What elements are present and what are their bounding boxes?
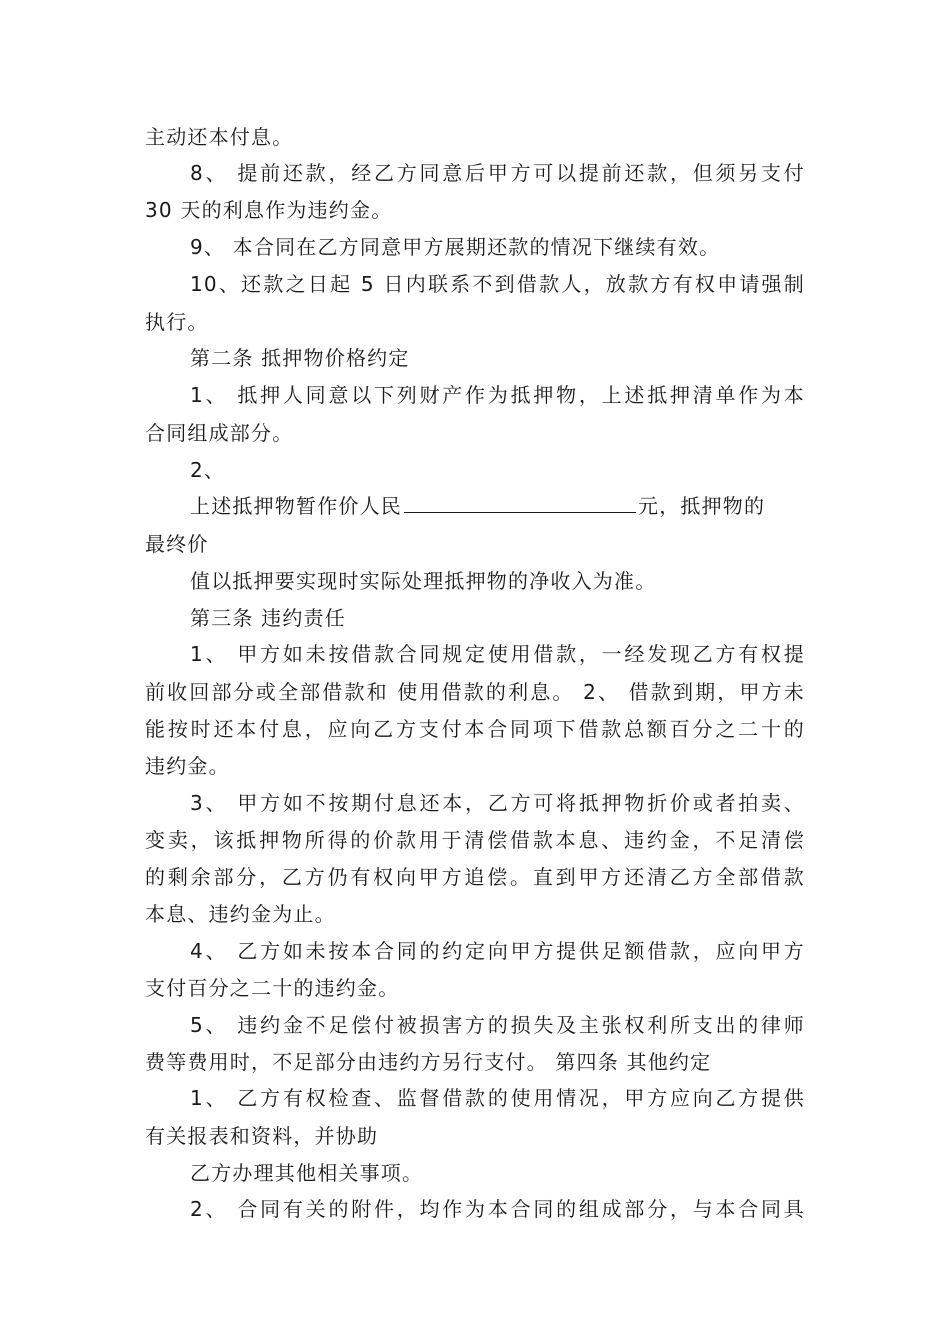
text-line: 费等费用时，不足部分由违约方另行支付。 第四条 其他约定: [145, 1050, 712, 1074]
price-blank-field: [404, 494, 636, 513]
text-line: 4、 乙方如未按本合同的约定向甲方提供足额借款，应向甲方: [190, 939, 805, 963]
text-line: 8、 提前还款，经乙方同意后甲方可以提前还款，但须另支付: [190, 161, 805, 185]
text-line: 违约金。: [145, 754, 230, 778]
text-line: 能按时还本付息，应向乙方支付本合同项下借款总额百分之二十的: [145, 717, 805, 741]
price-suffix: 元，抵押物的: [638, 494, 766, 518]
text-line: 10、还款之日起 5 日内联系不到借款人，放款方有权申请强制: [190, 272, 805, 296]
text-line: 乙方办理其他相关事项。: [190, 1161, 424, 1185]
price-line: [190, 493, 765, 519]
text-line: 前收回部分或全部借款和 使用借款的利息。 2、 借款到期，甲方未: [145, 680, 805, 704]
text-line: 1、 甲方如未按借款合同规定使用借款，一经发现乙方有权提: [190, 642, 805, 666]
text-line: 本息、违约金为止。: [145, 902, 336, 926]
text-line: 2、 合同有关的附件，均作为本合同的组成部分，与本合同具: [190, 1197, 805, 1221]
text-line: 3、 甲方如不按期付息还本，乙方可将抵押物折价或者拍卖、: [190, 791, 805, 815]
text-line: 5、 违约金不足偿付被损害方的损失及主张权利所支出的律师: [190, 1013, 805, 1037]
text-line: 最终价: [145, 532, 209, 556]
price-prefix: 上述抵押物暂作价人民: [190, 494, 402, 518]
text-line: 9、 本合同在乙方同意甲方展期还款的情况下继续有效。: [190, 235, 721, 259]
text-line: 的剩余部分，乙方仍有权向甲方追偿。直到甲方还清乙方全部借款: [145, 865, 805, 889]
section-heading: 第三条 违约责任: [190, 606, 346, 630]
text-line: 1、 乙方有权检查、监督借款的使用情况，甲方应向乙方提供: [190, 1086, 805, 1110]
section-heading: 第二条 抵押物价格约定: [190, 346, 410, 370]
text-line: 1、 抵押人同意以下列财产作为抵押物，上述抵押清单作为本: [190, 383, 805, 407]
text-line: 主动还本付息。: [145, 125, 294, 149]
text-line: 30 天的利息作为违约金。: [145, 198, 393, 222]
text-line: 支付百分之二十的违约金。: [145, 976, 400, 1000]
text-line: 执行。: [145, 310, 209, 334]
text-line: 有关报表和资料，并协助: [145, 1124, 379, 1148]
text-line: 值以抵押要实现时实际处理抵押物的净收入为准。: [190, 569, 657, 593]
text-line: 合同组成部分。: [145, 421, 294, 445]
text-line: 2、: [190, 458, 226, 482]
text-line: 变卖，该抵押物所得的价款用于清偿借款本息、违约金，不足清偿: [145, 828, 805, 852]
